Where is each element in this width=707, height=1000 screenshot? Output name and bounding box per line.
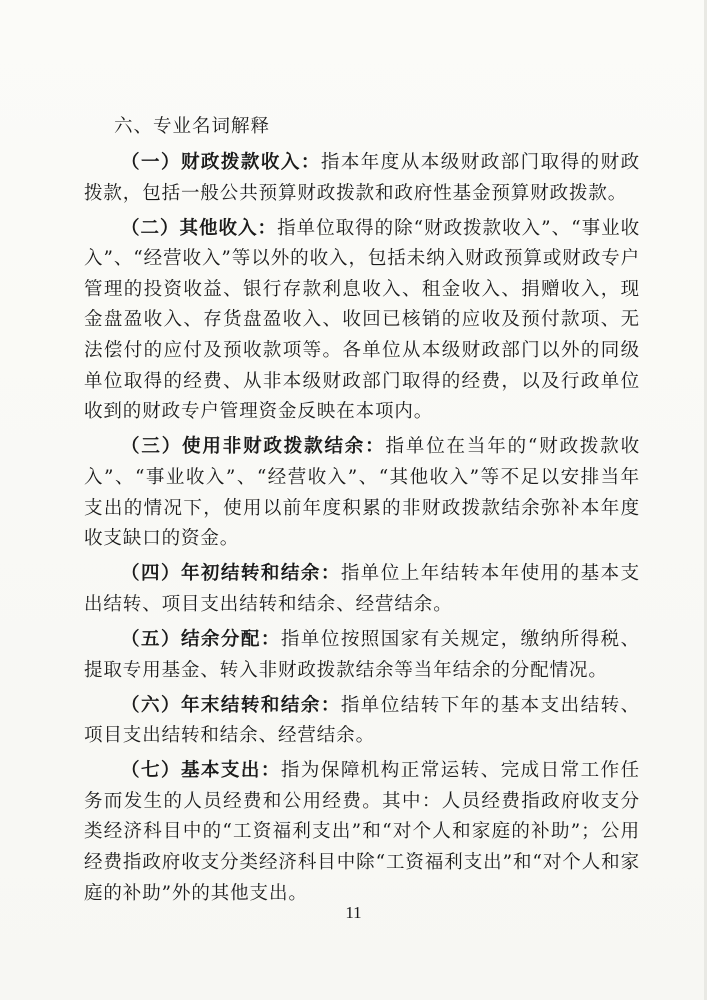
definition-beginning-carryover — [84, 559, 640, 620]
section-heading: 六、专业名词解释 — [114, 116, 271, 137]
definition-term: （四）年初结转和结余： — [121, 563, 341, 585]
definition-text: 指单位按照国家有关规定，缴纳所得税、提取专用基金、转入非财政拨款结余等当年结余的分配情况。 — [84, 628, 641, 681]
definition-text: 指单位在当年的“财政拨款收入”、“事业收入”、“经营收入”、“其他收入”等不足以安排当年支出的情况下，使用以前年度积累的非财政拨款结余弥补本年度收支缺口的资金。 — [84, 436, 640, 550]
definition-text: 指单位取得的除“财政拨款收入”、“事业收入”、“经营收入”等以外的收入，包括未纳入财政预算或财政专户管理的投资收益、银行存款利息收入、租金收入、捐赠收入，现金盘盈收入、存货盘盈收入、收回已核销的应收及预付款项、无法偿付的应付及预收款项等。各单位从本级财政部门以外的同级单位取得的经费、从非本级财政部门取得的经费，以及行政单位收到的财政专户管理资金反映在本项内。 — [84, 217, 641, 423]
definition-term: （六）年末结转和结余： — [121, 694, 341, 716]
definition-term: （三）使用非财政拨款结余： — [121, 436, 386, 458]
definition-term: （七）基本支出： — [121, 760, 281, 782]
definition-text: 指本年度从本级财政部门取得的财政拨款，包括一般公共预算财政拨款和政府性基金预算财政拨款。 — [84, 152, 640, 204]
page-number: 11 — [345, 903, 362, 922]
definition-term: （一）财政拨款收入： — [121, 152, 321, 173]
definition-basic-expenditure — [84, 756, 640, 909]
definition-financial-appropriation-income — [84, 148, 640, 209]
definition-non-financial-balance-use — [84, 432, 640, 554]
definition-year-end-carryover — [84, 691, 640, 752]
definition-other-income — [84, 214, 640, 428]
page-content — [84, 112, 640, 914]
definition-term: （二）其他收入： — [121, 217, 278, 239]
definition-term: （五）结余分配： — [121, 628, 281, 650]
definition-text: 指单位结转下年的基本支出结转、项目支出结转和结余、经营结余。 — [84, 694, 640, 747]
definition-text: 指为保障机构正常运转、完成日常工作任务而发生的人员经费和公用经费。其中：人员经费指政府收支分类经济科目中的“工资福利支出”和“对个人和家庭的补助”；公用经费指政府收支分类经济科目中除“工资福利支出”和“对个人和家庭的补助”外的其他支出。 — [84, 760, 641, 904]
definition-text: 指单位上年结转本年使用的基本支出结转、项目支出结转和结余、经营结余。 — [84, 563, 640, 615]
definition-balance-distribution — [84, 625, 640, 686]
